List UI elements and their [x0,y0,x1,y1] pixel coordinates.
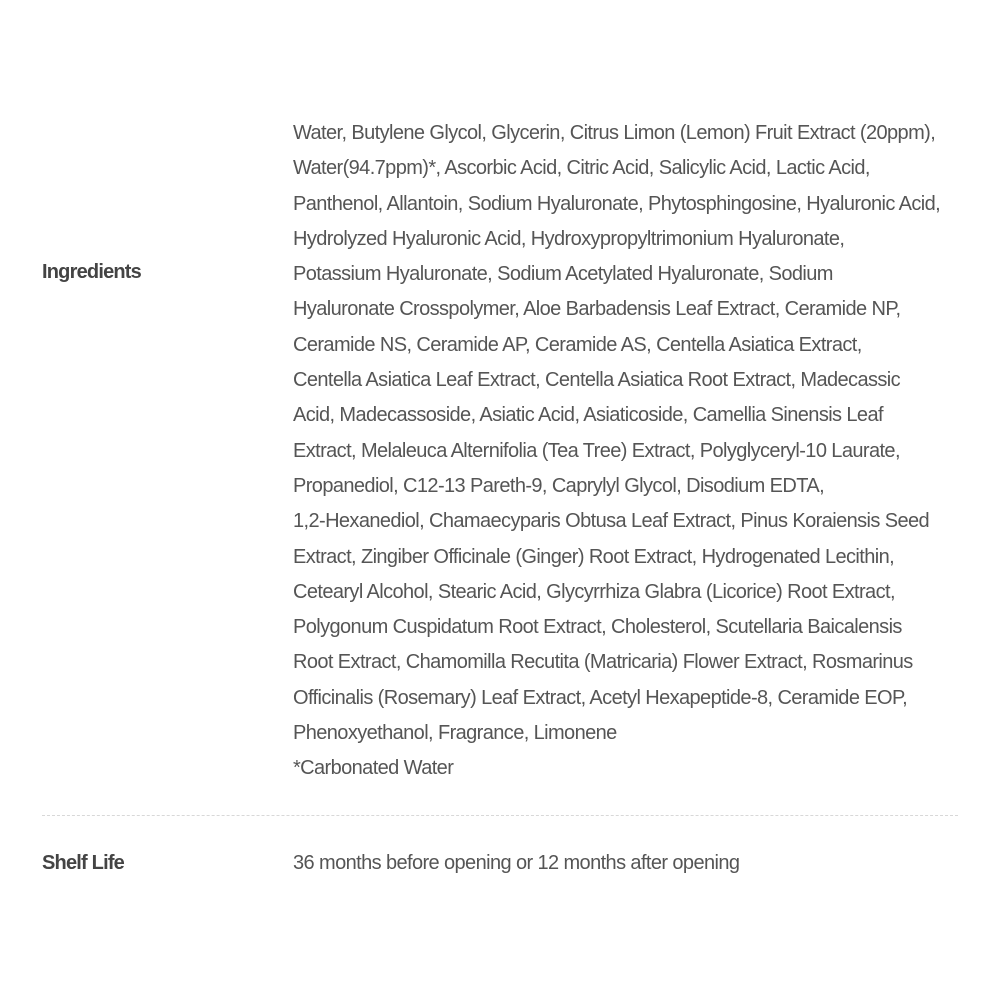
ingredients-line: Polygonum Cuspidatum Root Extract, Cholesterol, Scutellaria Baicalensis [293,616,902,639]
ingredients-line: Potassium Hyaluronate, Sodium Acetylated Hyaluronate, Sodium [293,263,833,286]
ingredients-line: Ceramide NS, Ceramide AP, Ceramide AS, Centella Asiatica Extract, [293,333,862,356]
section-divider [42,815,958,816]
ingredients-label: Ingredients [42,261,141,283]
ingredients-line: Propanediol, C12-13 Pareth-9, Caprylyl Glycol, Disodium EDTA, [293,474,825,497]
ingredients-line: Hyaluronate Crosspolymer, Aloe Barbadensis Leaf Extract, Ceramide NP, [293,298,901,321]
ingredients-line: Phenoxyethanol, Fragrance, Limonene [293,722,617,745]
ingredients-row [42,116,958,786]
ingredients-line: Root Extract, Chamomilla Recutita (Matricaria) Flower Extract, Rosmarinus [293,651,913,674]
ingredients-line: Extract, Melaleuca Alternifolia (Tea Tree) Extract, Polyglyceryl-10 Laurate, [293,439,900,462]
ingredients-line: Extract, Zingiber Officinale (Ginger) Root Extract, Hydrogenated Lecithin, [293,545,895,568]
shelf-life-row [42,846,958,882]
ingredients-list [293,116,983,787]
ingredients-footnote: *Carbonated Water [293,757,454,780]
shelf-life-value: 36 months before opening or 12 months after opening [293,852,740,874]
shelf-life-label: Shelf Life [42,852,125,874]
ingredients-line: Water(94.7ppm)*, Ascorbic Acid, Citric Acid, Salicylic Acid, Lactic Acid, [293,157,870,180]
ingredients-line: Panthenol, Allantoin, Sodium Hyaluronate, Phytosphingosine, Hyaluronic Acid, [293,192,941,215]
ingredients-line: Cetearyl Alcohol, Stearic Acid, Glycyrrhiza Glabra (Licorice) Root Extract, [293,580,895,603]
ingredients-line: Acid, Madecassoside, Asiatic Acid, Asiaticoside, Camellia Sinensis Leaf [293,404,883,427]
ingredients-line: Water, Butylene Glycol, Glycerin, Citrus Limon (Lemon) Fruit Extract (20ppm), [293,122,936,144]
ingredients-line: 1,2-Hexanediol, Chamaecyparis Obtusa Leaf Extract, Pinus Koraiensis Seed [293,510,930,533]
ingredients-line: Officinalis (Rosemary) Leaf Extract, Acetyl Hexapeptide-8, Ceramide EOP, [293,686,908,709]
ingredients-line: Hydrolyzed Hyaluronic Acid, Hydroxypropyltrimonium Hyaluronate, [293,227,845,250]
ingredients-line: Centella Asiatica Leaf Extract, Centella Asiatica Root Extract, Madecassic [293,369,901,392]
